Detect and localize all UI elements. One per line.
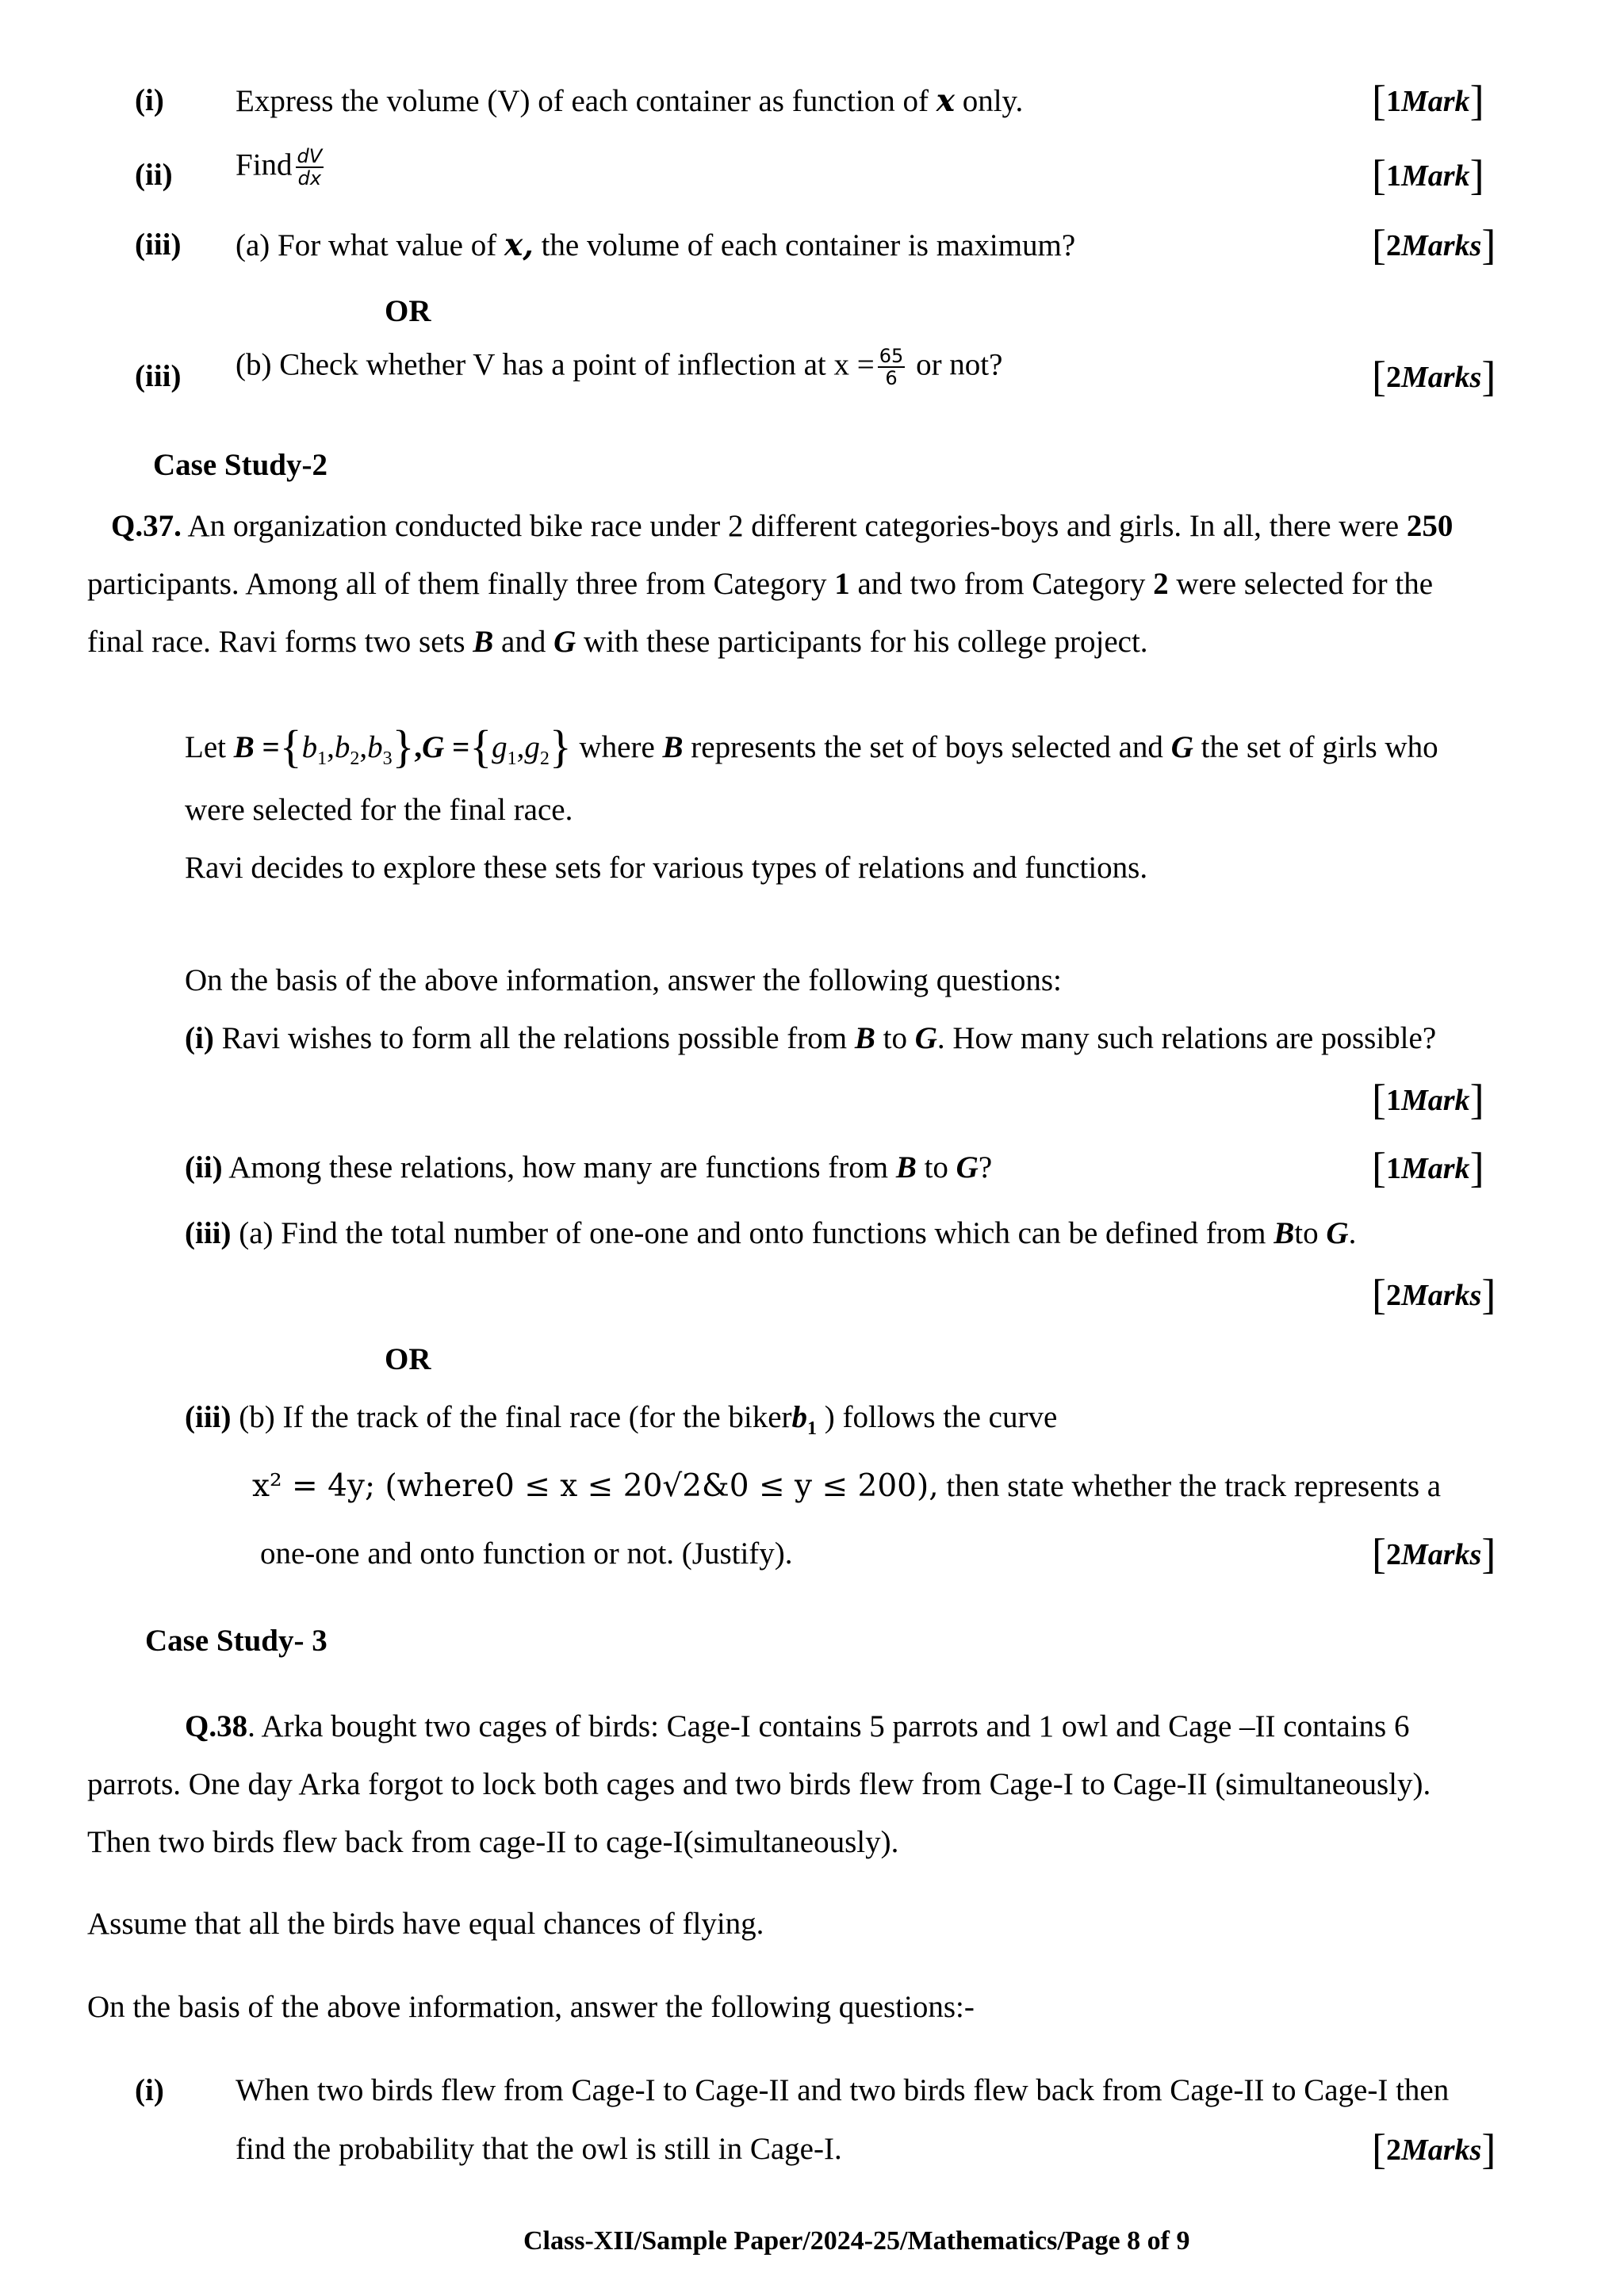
q36-iiia-number: (iii) bbox=[135, 228, 182, 262]
q38-i-number: (i) bbox=[135, 2073, 164, 2107]
q38-i-marks: [2Marks] bbox=[1372, 2126, 1496, 2173]
q37-iiia-marks: [2Marks] bbox=[1372, 1271, 1496, 1318]
q38-para-line3: Then two birds flew back from cage-II to cage-I(simultaneously). bbox=[87, 1825, 899, 1859]
case-study-2-heading: Case Study-2 bbox=[153, 448, 327, 482]
q38-basis-line: On the basis of the above information, answer the following questions:- bbox=[87, 1990, 975, 2024]
q36-or: OR bbox=[385, 294, 431, 328]
page-footer: Class-XII/Sample Paper/2024-25/Mathematics/Page 8 of 9 bbox=[523, 2226, 1190, 2256]
q36-iiia-marks: [2Marks] bbox=[1372, 221, 1496, 269]
q37-i-marks: [1Mark] bbox=[1372, 1076, 1484, 1123]
q36-i-marks: [1Mark] bbox=[1372, 77, 1484, 124]
q37-intro-line1: Q.37. An organization conducted bike race under 2 different categories-boys and girls. In all, there were 250 bbox=[111, 509, 1454, 543]
q37-basis-line: On the basis of the above information, answer the following questions: bbox=[185, 963, 1062, 997]
dv-dx-fraction: $\frac{dV}{dx}$ bbox=[297, 145, 323, 190]
q37-intro-line2: participants. Among all of them finally three from Category 1 and two from Category 2 were selected for the bbox=[87, 567, 1434, 601]
case-study-3-heading: Case Study- 3 bbox=[145, 1624, 327, 1658]
q38-assume-line: Assume that all the birds have equal chances of flying. bbox=[87, 1907, 764, 1941]
q37-iiib-text: (iii) (b) If the track of the final race (for the bikerb$_1$ ) follows the curve bbox=[185, 1400, 1058, 1439]
curve-equation-line: x² = 4y; (where0 ≤ x ≤ 20√2&0 ≤ y ≤ 200), then state whether the track represents a bbox=[252, 1468, 1442, 1504]
ravi-explore-line: Ravi decides to explore these sets for various types of relations and functions. bbox=[185, 851, 1148, 885]
q37-iiib-last-line: one-one and onto function or not. (Justify). bbox=[260, 1536, 793, 1571]
q37-iiib-marks: [2Marks] bbox=[1372, 1530, 1496, 1578]
q36-iiia-text: (a) For what value of x, the volume of each container is maximum? bbox=[236, 227, 1076, 263]
q37-iiia-text: (iii) (a) Find the total number of one-one and onto functions which can be defined from Bto G. bbox=[185, 1216, 1357, 1250]
q38-i-line2: find the probability that the owl is still in Cage-I. bbox=[236, 2132, 842, 2166]
q37-or: OR bbox=[385, 1342, 431, 1376]
q36-i-text: Express the volume (V) of each container as function of x only. bbox=[236, 82, 1024, 119]
q36-iiib-text: (b) Check whether V has a point of inflection at x = $\frac{65}{6}$ or not? bbox=[236, 345, 1003, 390]
q38-i-line1: When two birds flew from Cage-I to Cage-II and two birds flew back from Cage-II to Cage-I then bbox=[236, 2073, 1450, 2107]
q38-para-line2: parrots. One day Arka forgot to lock both cages and two birds flew from Cage-I to Cage-II (simultaneously). bbox=[87, 1767, 1431, 1801]
q36-iiib-marks: [2Marks] bbox=[1372, 353, 1496, 400]
q37-i-text: (i) Ravi wishes to form all the relations possible from B to G. How many such relations are possible? bbox=[185, 1021, 1437, 1055]
q36-i-number: (i) bbox=[135, 83, 164, 117]
q38-para-line1: Q.38. Arka bought two cages of birds: Cage-I contains 5 parrots and 1 owl and Cage –II contains 6 bbox=[185, 1709, 1410, 1743]
q36-iiib-number: (iii) bbox=[135, 359, 182, 393]
q37-intro-line3: final race. Ravi forms two sets B and G with these participants for his college project. bbox=[87, 625, 1148, 659]
sets-definition-line2: were selected for the final race. bbox=[185, 793, 573, 827]
q36-ii-text: Find $\frac{dV}{dx}$ bbox=[236, 145, 323, 190]
q36-ii-number: (ii) bbox=[135, 158, 173, 192]
inflection-fraction: $\frac{65}{6}$ bbox=[879, 345, 904, 390]
q37-ii-marks: [1Mark] bbox=[1372, 1144, 1484, 1192]
q37-ii-text: (ii) Among these relations, how many are functions from B to G? bbox=[185, 1150, 993, 1184]
q36-ii-marks: [1Mark] bbox=[1372, 151, 1484, 199]
sets-definition-line: Let $B =\{b_1,b_2,b_3\},G =\{g_1,g_2\}$ where B represents the set of boys selected and G the set of girls who bbox=[185, 721, 1438, 772]
